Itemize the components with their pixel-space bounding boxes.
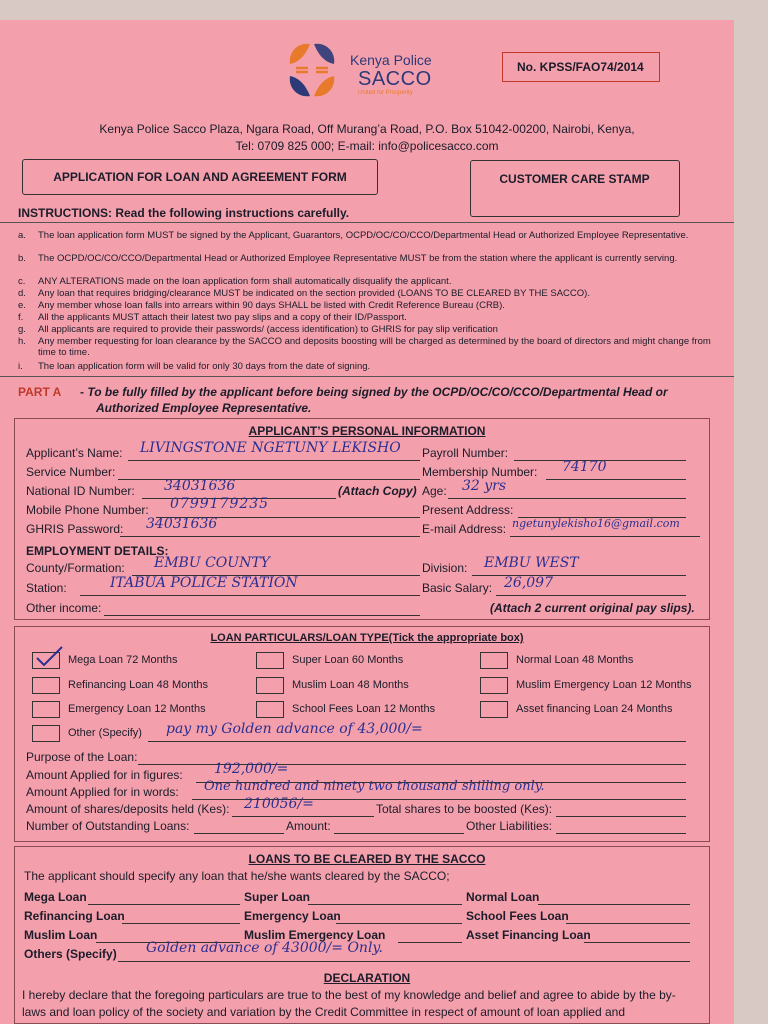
station-line	[80, 595, 420, 596]
division-label: Division:	[422, 561, 468, 575]
normal-loan-checkbox[interactable]	[480, 652, 508, 669]
school-fees-loan-checkbox[interactable]	[256, 701, 284, 718]
org-tagline: United for Prosperity	[358, 90, 413, 96]
loan-type-label: Muslim Emergency Loan 12 Months	[516, 679, 692, 691]
form-number-box	[502, 52, 660, 82]
outstanding-loans-line	[194, 833, 284, 834]
personal-info-heading: APPLICANT’S PERSONAL INFORMATION	[248, 424, 486, 438]
email-line	[510, 536, 700, 537]
org-name-line1: Kenya Police	[350, 52, 432, 68]
form-number: No. KPSS/FAO74/2014	[517, 60, 644, 74]
other-income-label: Other income:	[26, 601, 102, 615]
membership-line	[546, 479, 686, 480]
ghris-value[interactable]: 34031636	[146, 516, 218, 532]
purpose-label: Purpose of the Loan:	[26, 750, 138, 764]
ghris-label: GHRIS Password:	[26, 522, 124, 536]
clear-loan-line[interactable]	[584, 942, 690, 943]
loan-type-label: Super Loan 60 Months	[292, 654, 404, 666]
attach-copy-note: (Attach Copy)	[338, 484, 417, 498]
other-loan-checkbox[interactable]	[32, 725, 60, 742]
declaration-line-2: laws and loan policy of the society and variation by the Credit Committee in respect of amount of loan applied and	[22, 1005, 626, 1019]
part-a-text-2: Authorized Employee Representative.	[96, 401, 312, 415]
amount-figures-label: Amount Applied for in figures:	[26, 768, 183, 782]
membership-value[interactable]: 74170	[562, 459, 607, 475]
customer-care-stamp-box	[470, 160, 680, 217]
org-name-line2: SACCO	[358, 68, 432, 90]
clear-loan-line[interactable]	[398, 942, 462, 943]
salary-label: Basic Salary:	[422, 581, 493, 595]
applicant-name-line	[128, 460, 420, 461]
divider	[0, 376, 734, 377]
shares-held-line	[232, 816, 374, 817]
emergency-loan-checkbox[interactable]	[32, 701, 60, 718]
clear-loan-label: Muslim Emergency Loan	[244, 928, 386, 942]
other-specify-label: Other (Specify)	[68, 727, 142, 739]
shares-boost-label: Total shares to be boosted (Kes):	[376, 802, 553, 816]
amount-line	[334, 833, 464, 834]
super-loan-checkbox[interactable]	[256, 652, 284, 669]
clear-loan-label: Normal Loan	[466, 890, 540, 904]
ghris-line	[120, 536, 420, 537]
other-liabilities-line	[556, 833, 686, 834]
age-label: Age:	[422, 484, 447, 498]
amount-label: Amount:	[286, 819, 331, 833]
shares-held-value[interactable]: 210056/=	[244, 796, 314, 812]
loan-type-label: Refinancing Loan 48 Months	[68, 679, 209, 691]
muslim-loan-checkbox[interactable]	[256, 677, 284, 694]
outstanding-loans-label: Number of Outstanding Loans:	[26, 819, 190, 833]
station-value[interactable]: ITABUA POLICE STATION	[110, 575, 298, 591]
clear-loan-label: Super Loan	[244, 890, 311, 904]
loan-type-label: Emergency Loan 12 Months	[68, 703, 206, 715]
loan-application-form: Kenya Police SACCO United for Prosperity No. KPSS/FAO74/2014 Kenya Police Sacco Plaza, Ngara Road, Off Murang’a Road, P.O. Box 51042-00200, Nairobi, Kenya, Tel: 0709 825 000; E-mail: info@policesacco.com APPLICATION FOR LOAN AND AGREEMENT FORM CUSTOMER CARE STAMP INSTRUCTIONS: Read the following instructions carefully. a. The loan application form MUST be signed by the Applicant, Guarantors, OCPD/OC/CO/CCO/Departmental Head or Authorized Employee Representative. b. The OCPD/OC/CO/CCO/Departmental Head or Authorized Employee Representative MUST be from the station where the applicant is currently serving. c. ANY ALTERATIONS made on the loan application form shall automatically disqualify the applicant. d. Any loan that requires bridging/clearance MUST be indicated on the section provided (LOANS TO BE CLEARED BY THE SACCO). e. Any member whose loan falls into arrears within 90 days SHALL be listed with Credit Reference Bureau (CRB). f. All the applicants MUST attach their latest two pay slips and a copy of their ID/Passport. g. All applicants are required to provide their passwords/ (access identification) to GHRIS for pay slip verification h. Any member requesting for loan clearance by the SACCO and deposits boosting will be charged as determined by the board of directors and might change from time to time. i. The loan application form will be valid for only 30 days from the date of signing. PART A - To be fully filled by the applicant before being signed by the OCPD/OC/CO/CCO/Departmental Head or Authorized Employee Representative. APPLICANT’S PERSONAL INFORMATION Applicant’s Name: LIVINGSTONE NGETUNY LEKISHO Payroll Number: Service Number: Membership Number: 74170 National ID Number: 34031636 (Attach Copy) Age: 32 yrs Mobile Phone Number: 0799179235 Present Address: GHRIS Password: 34031636 E-mail Address: ngetunylekisho16@gmail.com EMPLOYMENT DETAILS: County/Formation: EMBU COUNTY Division: EMBU WEST Station: ITABUA POLICE STATION Basic Salary: 26,097 Other income: (Attach 2 current original pay slips). LOAN PARTICULARS/LOAN TYPE(Tick the appropriate box) Mega Loan 72 Months Super Loan 60 Months Normal Loan 48 Months Refinancing Loan 48 Months Muslim Loan 48 Months Muslim Emergency Loan 12 Months Emergency Loan 12 Months School Fees Loan 12 Months Asset financing Loan 24 Months Other (Specify) pay my Golden advance of 43,000/= Purpose of the Loan: Amount Applied for in figures: 192,000/= Amount Applied for in words: One hundred and ninety two thousand shilling only. Amount of shares/deposits held (Kes): 210056/= Total shares to be boosted (Kes): Number of Outstanding Loans: Amount: Other Liabilities: LOANS TO BE CLEARED BY THE SACCO The applicant should specify any loan that he/she wants cleared by the SACCO; Mega Loan Super Loan Normal Loan Refinancing Loan Emergency Loan School Fees Loan Muslim Loan Muslim Emergency Loan Asset Financing Loan Others (Specify) Golden advance of 43000/= Only. DECLARATION I hereby declare that the foregoing particulars are true to the best of my knowledge and belief and agree to abide by the by- laws and loan policy of the society and variation by the Credit Committee in respect of amount of loan applied and	[0, 20, 734, 1024]
email-value[interactable]: ngetunylekisho16@gmail.com	[512, 517, 680, 530]
service-number-label: Service Number:	[26, 465, 116, 479]
salary-value[interactable]: 26,097	[504, 575, 553, 591]
amount-words-value[interactable]: One hundred and ninety two thousand shilling only.	[204, 779, 545, 794]
payroll-label: Payroll Number:	[422, 446, 509, 460]
clear-loan-label: Asset Financing Loan	[466, 928, 591, 942]
sacco-address: Kenya Police Sacco Plaza, Ngara Road, Off Murang’a Road, P.O. Box 51042-00200, Nairobi, Kenya,	[99, 122, 635, 136]
other-specify-line	[148, 741, 686, 742]
clear-loan-label: Muslim Loan	[24, 928, 98, 942]
part-a-label: PART A	[18, 385, 62, 399]
form-title: APPLICATION FOR LOAN AND AGREEMENT FORM	[53, 170, 347, 184]
clear-loan-line[interactable]	[308, 904, 462, 905]
clear-loan-line[interactable]	[538, 904, 690, 905]
county-value[interactable]: EMBU COUNTY	[154, 555, 270, 571]
part-a-text-1: - To be fully filled by the applicant before being signed by the OCPD/OC/CO/CCO/Departmental Head or	[80, 385, 668, 399]
sacco-logo-icon	[280, 38, 344, 102]
stamp-label: CUSTOMER CARE STAMP	[499, 172, 650, 186]
applicant-name-value[interactable]: LIVINGSTONE NGETUNY LEKISHO	[140, 440, 401, 456]
email-label: E-mail Address:	[422, 522, 507, 536]
shares-held-label: Amount of shares/deposits held (Kes):	[26, 802, 230, 816]
asset-financing-loan-checkbox[interactable]	[480, 701, 508, 718]
loan-type-label: Normal Loan 48 Months	[516, 654, 634, 666]
attach-payslips-note: (Attach 2 current original pay slips).	[490, 601, 695, 615]
county-label: County/Formation:	[26, 561, 125, 575]
muslim-emergency-loan-checkbox[interactable]	[480, 677, 508, 694]
other-income-line	[104, 615, 420, 616]
clear-loan-line[interactable]	[566, 923, 690, 924]
loans-cleared-intro: The applicant should specify any loan that he/she wants cleared by the SACCO;	[24, 869, 450, 883]
amount-words-label: Amount Applied for in words:	[26, 785, 179, 799]
amount-figures-value[interactable]: 192,000/=	[214, 761, 289, 777]
division-value[interactable]: EMBU WEST	[484, 555, 579, 571]
age-line	[448, 498, 686, 499]
divider	[0, 222, 734, 223]
mobile-value[interactable]: 0799179235	[170, 496, 270, 512]
clear-loan-label: Refinancing Loan	[24, 909, 125, 923]
clear-others-line	[118, 961, 690, 962]
loan-type-label: School Fees Loan 12 Months	[292, 703, 436, 715]
clear-loan-line[interactable]	[88, 904, 240, 905]
applicant-name-label: Applicant’s Name:	[26, 446, 123, 460]
other-liabilities-label: Other Liabilities:	[466, 819, 553, 833]
clear-loan-line[interactable]	[336, 923, 462, 924]
national-id-label: National ID Number:	[26, 484, 135, 498]
clear-loan-label: School Fees Loan	[466, 909, 569, 923]
salary-line	[496, 595, 686, 596]
membership-label: Membership Number:	[422, 465, 538, 479]
declaration-heading: DECLARATION	[323, 971, 411, 985]
sacco-contact: Tel: 0709 825 000; E-mail: info@policesacco.com	[235, 139, 499, 153]
clear-others-label: Others (Specify)	[24, 947, 117, 961]
employment-heading: EMPLOYMENT DETAILS:	[26, 544, 169, 558]
national-id-value[interactable]: 34031636	[164, 478, 236, 494]
declaration-line-1: I hereby declare that the foregoing particulars are true to the best of my knowledge and belief and agree to abide by the by-	[22, 988, 676, 1002]
loan-type-label: Asset financing Loan 24 Months	[516, 703, 673, 715]
check-mark-icon	[34, 645, 64, 667]
loans-cleared-heading: LOANS TO BE CLEARED BY THE SACCO	[248, 852, 486, 866]
form-title-box	[22, 159, 378, 195]
station-label: Station:	[26, 581, 67, 595]
shares-boost-line	[556, 816, 686, 817]
mobile-label: Mobile Phone Number:	[26, 503, 149, 517]
instructions-heading: INSTRUCTIONS: Read the following instructions carefully.	[18, 206, 350, 220]
loan-particulars-heading: LOAN PARTICULARS/LOAN TYPE(Tick the appropriate box)	[210, 632, 524, 644]
other-specify-value[interactable]: pay my Golden advance of 43,000/=	[166, 721, 423, 737]
clear-loan-label: Mega Loan	[24, 890, 87, 904]
clear-others-value[interactable]: Golden advance of 43000/= Only.	[146, 940, 383, 956]
loan-type-label: Mega Loan 72 Months	[68, 654, 178, 666]
age-value[interactable]: 32 yrs	[462, 478, 507, 494]
refinancing-loan-checkbox[interactable]	[32, 677, 60, 694]
loan-type-label: Muslim Loan 48 Months	[292, 679, 409, 691]
clear-loan-label: Emergency Loan	[244, 909, 341, 923]
present-address-label: Present Address:	[422, 503, 514, 517]
clear-loan-line[interactable]	[122, 923, 240, 924]
